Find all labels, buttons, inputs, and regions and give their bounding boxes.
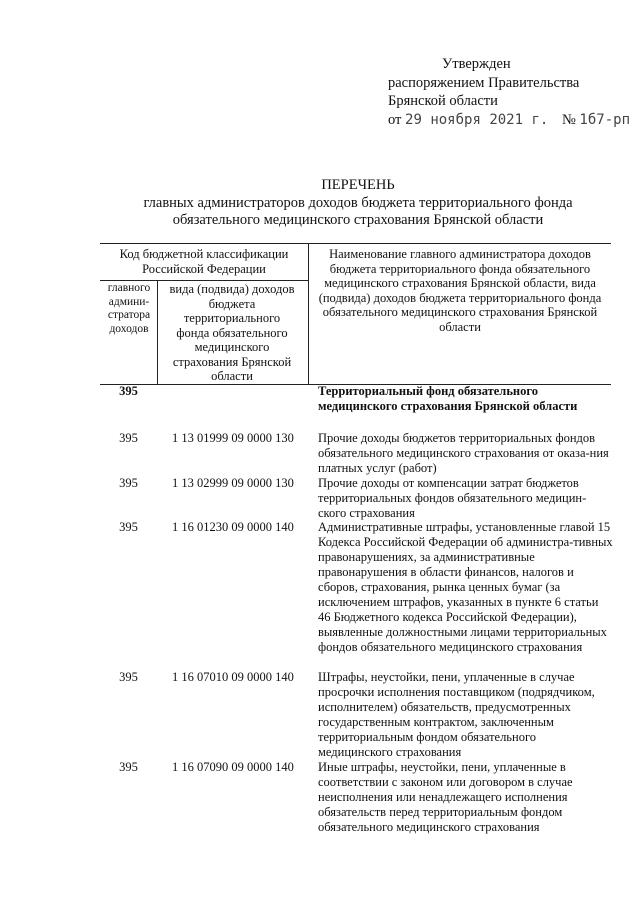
header-admin-col: главного админи-стратора доходов (107, 282, 151, 335)
document-title (0, 177, 640, 230)
number-prefix: № (561, 111, 576, 128)
row-code: 1 16 01230 09 0000 140 (172, 520, 294, 534)
row-admin: 395 (119, 476, 138, 490)
row-name: Территориальный фонд обязательного медицинского страхования Брянской области (318, 384, 578, 413)
row-name: Штрафы, неустойки, пени, уплаченные в случае просрочки исполнения поставщиком (подрядчиком, исполнителем) обязательств, предусмотренных государственным контрактом, заключенным территориальным фондом обязательного медицинского страхования (318, 670, 595, 759)
title-heading: ПЕРЕЧЕНЬ (321, 177, 395, 193)
title-subtitle-2: обязательного медицинского страхования Брянской области (172, 212, 544, 228)
row-name: Прочие доходы от компенсации затрат бюджетов территориальных фондов обязательного медицин-ского страхования (318, 476, 587, 520)
header-income-col: вида (подвида) доходов бюджета территориального фонда обязательного медицинского страхования Брянской области (169, 282, 295, 383)
header-name-col: Наименование главного администратора доходов бюджета территориального фонда обязательного медицинского страхования Брянской области, вида (подвида) доходов бюджета территориального фонда обязательного медицинского страхования Брянской области (318, 247, 602, 334)
table-header (100, 243, 611, 385)
row-code: 1 13 02999 09 0000 130 (172, 476, 294, 490)
approval-line-2: распоряжением Правительства (388, 74, 580, 91)
approval-date-line (388, 111, 630, 130)
number-value: 1б7-рп (579, 111, 630, 128)
row-admin: 395 (119, 384, 138, 398)
row-name: Прочие доходы бюджетов территориальных фондов обязательного медицинского страхования от оказа-ния платных услуг (работ) (318, 431, 609, 475)
row-code: 1 13 01999 09 0000 130 (172, 431, 294, 445)
row-name: Административные штрафы, установленные главой 15 Кодекса Российской Федерации об администра-тивных правонарушениях, за административные правонарушения в области финансов, налогов и сборов, страхования, рынка ценных бумаг (за исключением штрафов, указанных в пункте 6 статьи 46 Бюджетного кодекса Российской Федерации), выявленные должностными лицами территориальных фондов обязательного медицинского страхования (318, 520, 613, 654)
header-divider-horizontal (100, 280, 308, 281)
header-divider-vertical (308, 244, 309, 384)
row-admin: 395 (119, 760, 138, 774)
row-admin: 395 (119, 670, 138, 684)
header-code-group: Код бюджетной классификации Российской Федерации (119, 247, 289, 276)
approval-block (388, 55, 630, 129)
approval-line-1: Утвержден (442, 56, 511, 72)
row-code: 1 16 07010 09 0000 140 (172, 670, 294, 684)
row-admin: 395 (119, 431, 138, 445)
approval-line-3: Брянской области (388, 93, 498, 109)
row-code: 1 16 07090 09 0000 140 (172, 760, 294, 774)
date-prefix: от (388, 111, 402, 128)
row-admin: 395 (119, 520, 138, 534)
title-subtitle-1: главных администраторов доходов бюджета территориального фонда (143, 194, 573, 211)
header-divider-subcol (157, 280, 158, 384)
date-value: 29 ноября 2021 г. (405, 111, 549, 128)
row-name: Иные штрафы, неустойки, пени, уплаченные в соответствии с законом или договором в случае неисполнения или ненадлежащего исполнения обязательств перед территориальным фондом обязательного медицинского страхования (318, 760, 573, 834)
